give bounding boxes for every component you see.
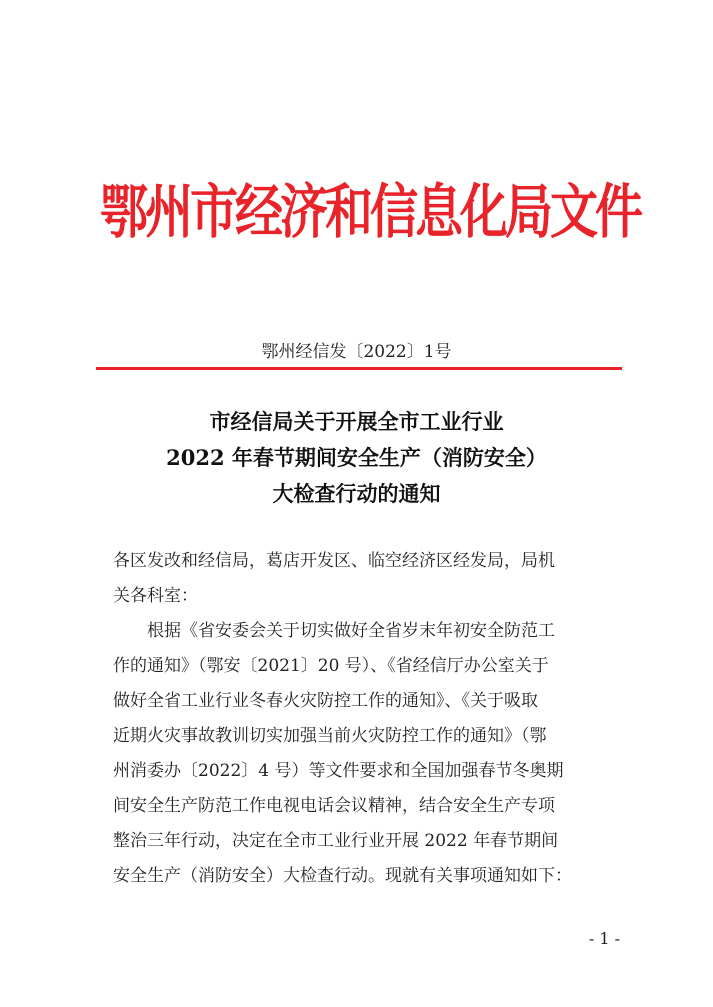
body-line: 整治三年行动，决定在全市工业行业开展 2022 年春节期间 <box>113 831 559 851</box>
body-line-recipients-2: 关各科室： <box>113 586 198 606</box>
body-line: 州消委办〔2022〕4 号）等文件要求和全国加强春节冬奥期 <box>113 761 564 781</box>
red-divider-rule <box>96 367 622 370</box>
masthead-title: 鄂州市经济和信息化局文件 <box>100 178 641 247</box>
notice-title-line-2: 2022 年春节期间安全生产（消防安全） <box>166 445 547 470</box>
page-number: - 1 - <box>588 929 620 948</box>
notice-title <box>0 404 713 512</box>
body-line: 做好全省工业行业冬春火灾防控工作的通知》、《关于吸取 <box>113 691 538 711</box>
notice-title-line-3: 大检查行动的通知 <box>272 481 441 506</box>
body-line: 作的通知》（鄂安〔2021〕20 号）、《省经信厅办公室关于 <box>113 656 549 676</box>
body-line-paragraph-start: 根据《省安委会关于切实做好全省岁末年初安全防范工 <box>147 621 555 641</box>
body-line: 安全生产（消防安全）大检查行动。现就有关事项通知如下： <box>113 866 572 886</box>
document-number: 鄂州经信发〔2022〕1号 <box>261 342 452 362</box>
body-line-recipients-1: 各区发改和经信局，葛店开发区、临空经济区经发局，局机 <box>113 551 555 571</box>
notice-body <box>113 544 613 894</box>
body-line: 间安全生产防范工作电视电话会议精神，结合安全生产专项 <box>113 796 555 816</box>
body-line: 近期火灾事故教训切实加强当前火灾防控工作的通知》（鄂 <box>113 726 547 746</box>
notice-title-line-1: 市经信局关于开展全市工业行业 <box>209 409 504 434</box>
